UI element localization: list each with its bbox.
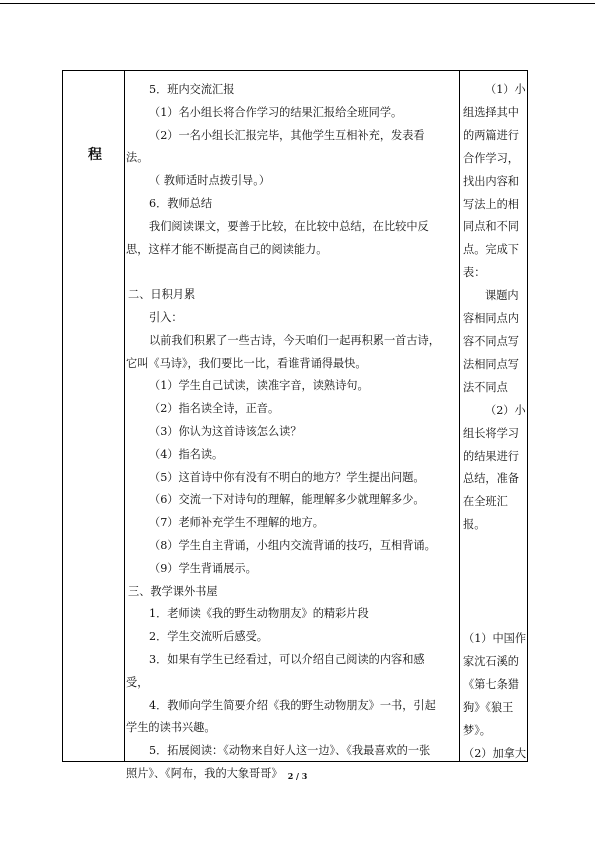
student-activity-bottom [463,628,527,765]
text-line: 引入： [149,310,183,324]
side-text-line: 容不同点写 [463,334,519,348]
header-rule [0,3,595,4]
side-text-line: 找出内容和 [463,174,519,188]
text-line: 3．如果有学生已经看过，可以介绍自己阅读的内容和感 [149,652,425,666]
text-line: 1．老师读《我的野生动物朋友》的精彩片段 [149,607,369,621]
text-line: 5．班内交流汇报 [149,83,235,96]
text-line: 以前我们积累了一些古诗，今天咱们一起再积累一首古诗， [149,333,440,347]
text-line: 我们阅读课文，要善于比较，在比较中总结，在比较中反 [149,219,429,233]
text-line: 6．教师总结 [149,196,213,210]
side-text-line: 法不同点 [463,380,508,394]
side-text-line: 的两篇进行 [463,128,519,142]
side-text-line: 总结，准备 [463,472,519,486]
text-line: （1）学生自己试读，读准字音，读熟诗句。 [149,379,369,393]
side-text-line: （2）加拿大 [463,746,527,760]
side-text-line: 课题内 [485,289,519,303]
text-line: 法。 [126,151,149,165]
text-line: （6）交流一下对诗句的理解，能理解多少就理解多少。 [149,493,425,507]
stage-label: 程 [88,147,102,163]
text-line: 2．学生交流听后感受。 [149,630,268,644]
side-text-line: 狗》《狼王 [463,700,514,714]
text-line: （8）学生自主背诵，小组内交流背诵的技巧，互相背诵。 [149,538,436,552]
text-line: 学生的读书兴趣。 [126,721,216,735]
page-number: 2 / 3 [287,771,308,781]
side-text-line: 合作学习， [463,151,519,165]
text-line: （2）指名读全诗，正音。 [149,402,280,416]
text-line: 照片》、《阿布，我的大象哥哥》 [126,766,283,780]
text-line: （ 教师适时点拨引导。） [149,174,271,188]
side-text-line: 写法上的相 [463,197,519,211]
side-text-line: 点。完成下 [463,243,519,257]
text-line: 它叫《马诗》，我们要比一比，看谁背诵得最快。 [126,356,367,370]
blank-line [126,261,460,284]
text-line: （9）学生背诵展示。 [149,561,257,575]
teaching-process-content [126,79,460,786]
text-line: 受， [126,675,149,689]
side-text-line: 梦》。 [463,723,491,737]
text-line: （2）一名小组长汇报完毕，其他学生互相补充，发表看 [149,128,425,142]
side-text-line: 《第七条猎 [463,677,519,691]
side-text-line: 组长将学习 [463,426,519,440]
text-line: 三、教学课外书屋 [128,584,218,598]
text-line: 二、日积月累 [128,288,196,302]
side-text-line: （1）小 [485,83,526,96]
text-line: （5）这首诗中你有没有不明白的地方？学生提出问题。 [149,470,425,484]
side-text-line: 报。 [463,518,486,532]
text-line: （1）名小组长将合作学习的结果汇报给全班同学。 [149,105,403,119]
side-text-line: 在全班汇 [463,495,508,509]
side-text-line: 表： [463,266,486,280]
stage-column [63,71,125,761]
side-text-line: 的结果进行 [463,449,519,463]
text-line: 4．教师向学生简要介绍《我的野生动物朋友》一书，引起 [149,698,436,712]
text-line: （3）你认为这首诗该怎么读？ [149,424,302,438]
student-activity-top [463,79,527,537]
text-line: 5．拓展阅读：《动物来自好人这一边》、《我最喜欢的一张 [149,744,431,758]
side-text-line: 家沈石溪的 [463,654,519,668]
side-text-line: （2）小 [485,403,526,417]
side-text-line: （1）中国作 [463,632,527,645]
side-text-line: 同点和不同 [463,220,519,234]
side-text-line: 法相同点写 [463,357,519,371]
text-line: （4）指名读。 [149,447,224,461]
side-text-line: 容相同点内 [463,312,519,326]
text-line: 思，这样才能不断提高自己的阅读能力。 [126,242,328,256]
side-text-line: 组选择其中 [463,105,519,119]
text-line: （7）老师补充学生不理解的地方。 [149,516,324,530]
